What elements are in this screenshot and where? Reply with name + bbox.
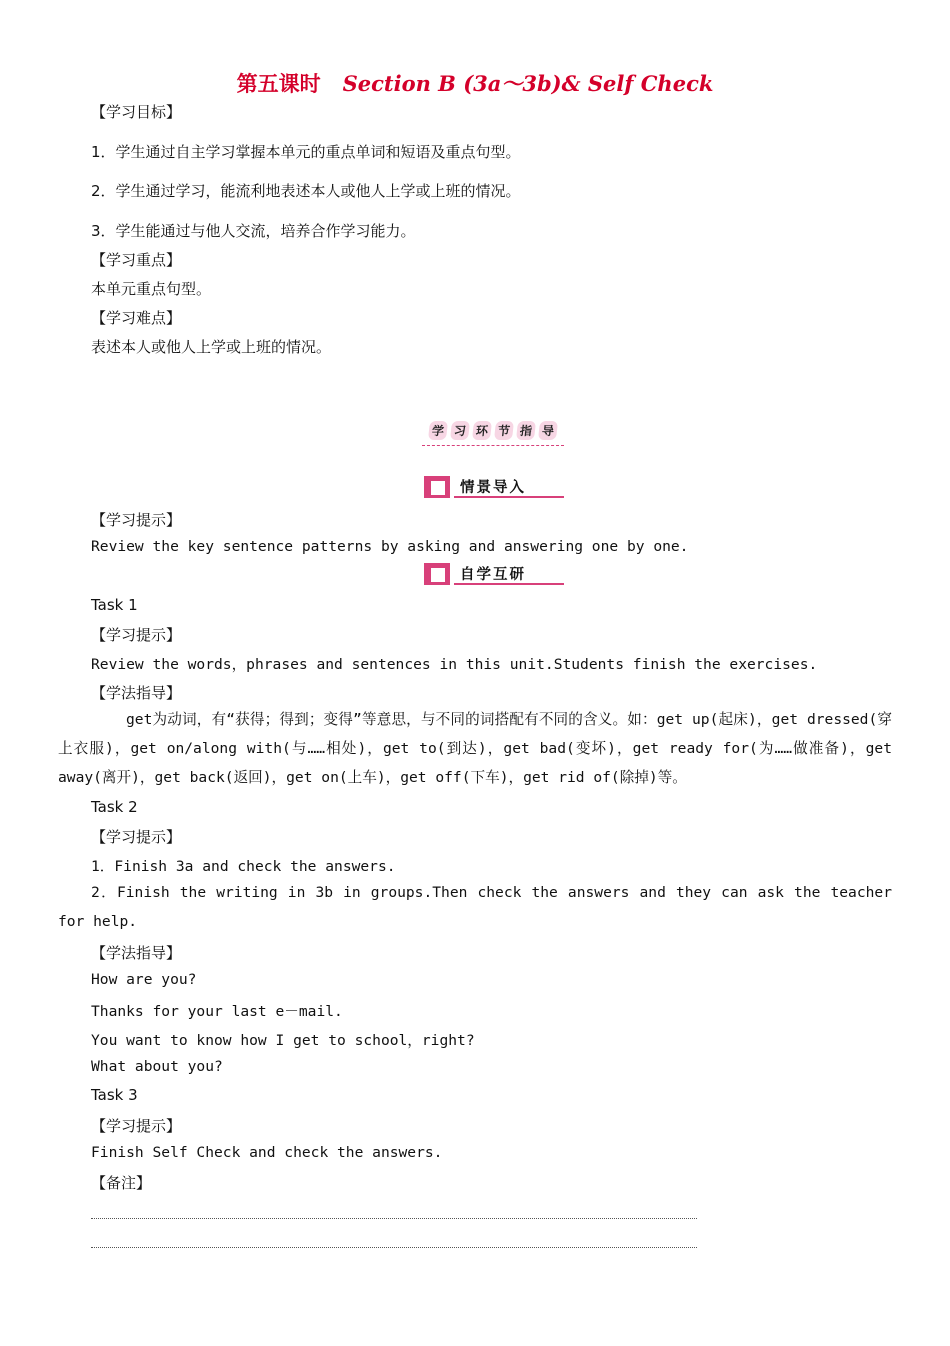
task3-hint-text: Finish Self Check and check the answers.: [91, 1144, 443, 1161]
tag-inner-square: [430, 480, 446, 496]
task2-line-4: What about you?: [91, 1058, 223, 1075]
task2-hint-heading: 【学习提示】: [91, 828, 182, 846]
task1-title: Task 1: [91, 596, 138, 614]
banner-char: 节: [494, 421, 514, 440]
banner-char: 习: [450, 421, 470, 440]
intro-hint-heading: 【学习提示】: [91, 511, 182, 529]
difficulties-text: 表述本人或他人上学或上班的情况。: [91, 338, 332, 356]
task2-hint-2: 2．Finish the writing in 3b in groups.Then check the answers and they can ask the teacher for help.: [58, 884, 892, 930]
task2-line-3: You want to know how I get to school，right?: [91, 1032, 475, 1049]
objective-item-1: 1．学生通过自主学习掌握本单元的重点单词和短语及重点句型。: [91, 143, 521, 161]
section-banner: [422, 417, 564, 446]
objective-item-2: 2．学生通过学习，能流利地表述本人或他人上学或上班的情况。: [91, 182, 521, 200]
task2-title: Task 2: [91, 798, 138, 816]
key-points-heading: 【学习重点】: [91, 251, 182, 269]
banner-char: 环: [472, 421, 492, 440]
intro-hint-text: Review the key sentence patterns by asking and answering one by one.: [91, 538, 689, 555]
task2-line-1: How are you?: [91, 971, 197, 988]
banner-char: 学: [428, 421, 448, 440]
title-en: Section B (3a～3b)& Self Check: [342, 71, 714, 96]
task2-hint-1: 1．Finish 3a and check the answers.: [91, 858, 396, 875]
tag-inner-square: [430, 567, 446, 583]
objective-item-3: 3．学生能通过与他人交流，培养合作学习能力。: [91, 222, 416, 240]
title-zh: 第五课时: [236, 71, 321, 96]
section-tag-intro: [424, 474, 560, 500]
task2-guide-heading: 【学法指导】: [91, 944, 182, 962]
notes-line[interactable]: [91, 1247, 697, 1248]
task2-line-2: Thanks for your last e－mail.: [91, 1003, 343, 1020]
task1-guide-text: get为动词，有“获得；得到；变得”等意思，与不同的词搭配有不同的含义。如：get up(起床)，get dressed(穿上衣服)，get on/along with(与……相处)，get to(到达)，get bad(变坏)，get ready for(为……做准备)，get away(离开)，get back(返回)，get on(上车)，get off(下车)，get rid of(除掉)等。: [58, 711, 892, 786]
banner-char: 导: [538, 421, 558, 440]
objectives-heading: 【学习目标】: [91, 103, 182, 121]
tag-label: 自学互研: [454, 563, 564, 585]
page-title: [0, 68, 950, 98]
section-tag-self-study: [424, 561, 560, 587]
task3-hint-heading: 【学习提示】: [91, 1117, 182, 1135]
task1-hint-heading: 【学习提示】: [91, 626, 182, 644]
notes-line[interactable]: [91, 1218, 697, 1219]
key-points-text: 本单元重点句型。: [91, 280, 212, 298]
difficulties-heading: 【学习难点】: [91, 309, 182, 327]
task1-guide-heading: 【学法指导】: [91, 684, 182, 702]
task1-guide-paragraph: [58, 705, 892, 792]
tag-label: 情景导入: [454, 476, 564, 498]
notes-heading: 【备注】: [91, 1174, 152, 1192]
banner-char: 指: [516, 421, 536, 440]
task3-title: Task 3: [91, 1086, 138, 1104]
task1-hint-text: Review the words，phrases and sentences in this unit.Students finish the exercises.: [91, 656, 818, 673]
